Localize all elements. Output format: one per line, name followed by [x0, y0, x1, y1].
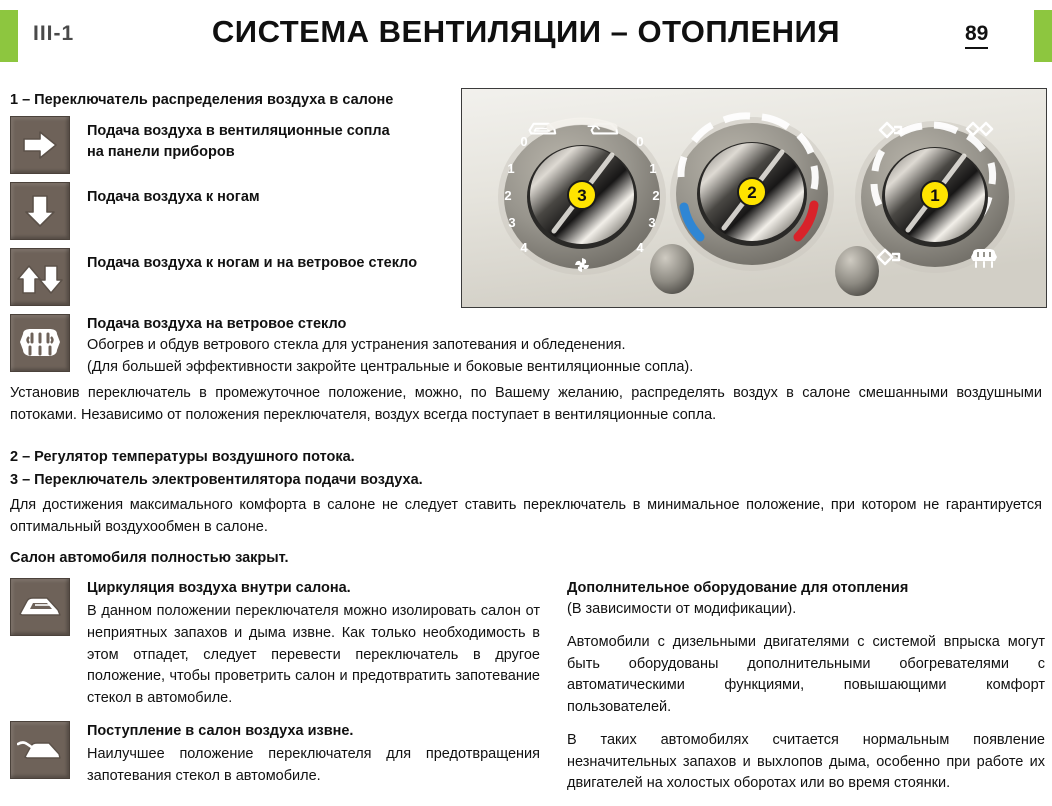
option-1-label-line1: Подача воздуха в вентиляционные сопла	[87, 123, 390, 139]
knob3-scale-right-2: 2	[652, 188, 660, 203]
air-distribution-option-1	[10, 116, 450, 174]
option-3-label: Подача воздуха к ногам и на ветровое стекло	[87, 255, 418, 271]
knob-2-temperature[interactable]	[670, 116, 834, 271]
section-code: III-1	[33, 22, 75, 45]
page-number: 89	[965, 22, 988, 49]
option-1-label-line2: на панели приборов	[87, 144, 235, 161]
knob3-scale-left-0: 0	[520, 134, 528, 149]
comfort-paragraph: Для достижения максимального комфорта в салоне не следует ставить переключатель в минимальное положение, при котором не гарантируется оптимальный воздухообмен в салоне.	[10, 497, 1042, 535]
bottom-left-column	[10, 578, 540, 798]
section-1-title: 1 – Переключатель распределения воздуха в салоне	[10, 92, 394, 108]
recirculation-block	[10, 578, 540, 710]
page-header	[0, 0, 1052, 72]
air-to-feet-icon	[10, 182, 70, 240]
additional-equipment-heading: Дополнительное оборудование для отопления	[567, 580, 909, 596]
item-3-label: 3 – Переключатель электровентилятора подачи воздуха.	[10, 472, 423, 488]
knob3-scale-right-4: 4	[636, 240, 644, 255]
air-to-feet-and-windshield-icon	[10, 248, 70, 306]
air-distribution-option-3	[10, 248, 450, 306]
air-to-windshield-defrost-icon	[10, 314, 70, 372]
option-4-body-line1: Обогрев и обдув ветрового стекла для устранения запотевания и обледенения.	[87, 337, 626, 354]
knob-1-callout-label: 1	[930, 186, 940, 205]
round-button-left[interactable]	[650, 244, 694, 294]
option-2-label: Подача воздуха к ногам	[87, 189, 260, 205]
additional-equipment-paragraph-2: В таких автомобилях считается нормальным появление незначительных запахов и выхлопов дыма, особенно при работе их двигателей на холостых оборотах или во время стоянки.	[567, 731, 1045, 792]
knob3-scale-right-3: 3	[648, 215, 656, 230]
item-2-label: 2 – Регулятор температуры воздушного потока.	[10, 449, 355, 465]
knob3-scale-left-2: 2	[504, 188, 512, 203]
additional-equipment-subheading: (В зависимости от модификации).	[567, 601, 797, 618]
fresh-air-heading: Поступление в салон воздуха извне.	[87, 722, 354, 739]
recirculation-heading: Циркуляция воздуха внутри салона.	[87, 580, 351, 596]
knob-1-air-distribution[interactable]	[855, 121, 1015, 273]
air-to-dashboard-vents-icon	[10, 116, 70, 174]
bottom-right-column	[567, 578, 1045, 806]
recirculation-body: В данном положении переключателя можно изолировать салон от неприятных запахов и дыма извне. Как только необходимость в этом отпадет, следует перевести переключатель в другое положение, чтобы проветрить салон и предотвратить запотевание стекол в автомобиле.	[87, 603, 540, 707]
knob-3-fan-speed[interactable]	[498, 119, 666, 275]
additional-equipment-paragraph-1: Автомобили с дизельными двигателями с системой впрыска могут быть оборудованы дополнительными обогревателями с автоматическими функциями, повышающими комфорт пользователей.	[567, 633, 1045, 716]
air-distribution-option-4	[10, 314, 740, 379]
fresh-air-body: Наилучшее положение переключателя для предотвращения запотевания стекол в автомобиле.	[87, 745, 540, 784]
option-4-body-line2: (Для большей эффективности закройте центральные и боковые вентиляционные сопла).	[87, 358, 694, 375]
knob-2-callout-label: 2	[747, 183, 757, 202]
knob-3-callout-label: 3	[577, 186, 587, 205]
recirculation-car-icon	[10, 578, 70, 636]
round-button-right[interactable]	[835, 246, 879, 296]
knob3-scale-left-1: 1	[507, 161, 515, 176]
knob3-scale-right-1: 1	[649, 161, 657, 176]
cabin-closed-label: Салон автомобиля полностью закрыт.	[10, 550, 289, 566]
hvac-panel-illustration	[462, 89, 1046, 307]
knob3-scale-left-4: 4	[520, 240, 528, 255]
intro-paragraph: Установив переключатель в промежуточное положение, можно, по Вашему желанию, распределять воздух в салоне смешанными воздушными потоками. Независимо от положения переключателя, воздух всегда поступает в вентиляционные сопла.	[10, 385, 1042, 423]
air-distribution-option-2	[10, 182, 450, 240]
fresh-air-block	[10, 721, 540, 788]
fresh-air-car-icon	[10, 721, 70, 779]
knob3-scale-left-3: 3	[508, 215, 516, 230]
hvac-control-panel-image	[461, 88, 1047, 308]
page-title: СИСТЕМА ВЕНТИЛЯЦИИ – ОТОПЛЕНИЯ	[211, 14, 841, 49]
option-4-label: Подача воздуха на ветровое стекло	[87, 316, 347, 332]
knob3-scale-right-0: 0	[636, 134, 644, 149]
